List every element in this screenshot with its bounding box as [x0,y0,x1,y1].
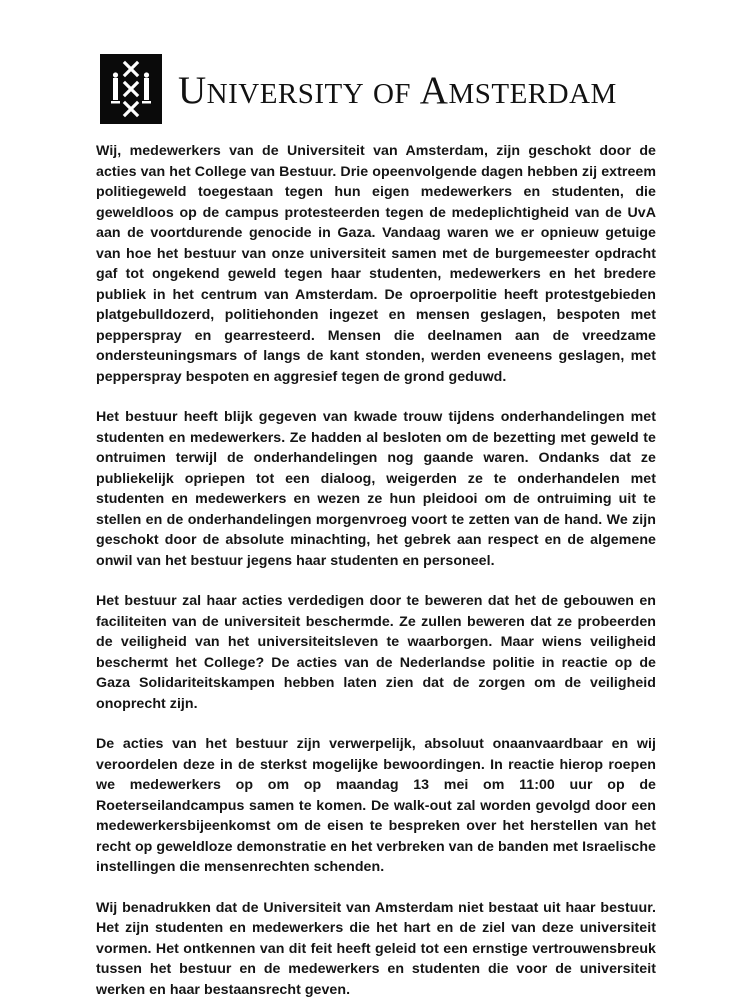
name-initial-a: A [420,69,449,112]
name-of: OF [373,78,411,110]
uva-logo-icon [100,54,162,124]
university-name [178,71,617,110]
letterhead [100,54,617,124]
paragraph-2: Het bestuur heeft blijk gegeven van kwade trouw tijdens onderhandelingen met studenten en medewerkers. Ze hadden al besloten om de bezetting met geweld te ontruimen terwijl de onderhandelingen nog gaande waren. Ondanks dat ze publiekelijk opriepen tot een dialoog, weigerden ze te onderhandelen met studenten en medewerkers en wezen ze hun pleidooi om de ontruiming uit te stellen en de onderhandelingen morgenvroeg voort te zetten van de hand. We zijn geschokt door de absolute minachting, het gebrek aan respect en de algemene onwil van het bestuur jegens haar studenten en personeel. [96,407,656,571]
letter-body [96,141,656,1000]
paragraph-5: Wij benadrukken dat de Universiteit van Amsterdam niet bestaat uit haar bestuur. Het zijn studenten en medewerkers die het hart en de ziel van deze universiteit vormen. Het ontkennen van dit feit heeft geleid tot een ernstige vertrouwensbreuk tussen het bestuur en de medewerkers en studenten die voor de universiteit werken en haar bestaansrecht geven. [96,898,656,1000]
name-niversity: NIVERSITY [207,78,365,110]
paragraph-1: Wij, medewerkers van de Universiteit van Amsterdam, zijn geschokt door de acties van het College van Bestuur. Drie opeenvolgende dagen hebben zij extreem politiegeweld toegestaan tegen hun eigen medewerkers en studenten, die geweldloos op de campus protesteerden tegen de medeplichtigheid van de UvA aan de voortdurende genocide in Gaza. Vandaag waren we er opnieuw getuige van hoe het bestuur van onze universiteit samen met de burgemeester opdracht gaf tot ongekend geweld tegen haar studenten, medewerkers en het bredere publiek in het centrum van Amsterdam. De oproerpolitie heeft protestgebieden platgebulldozerd, politiehonden ingezet en mensen geslagen, bespoten met pepperspray en gearresteerd. Mensen die deelnamen aan de vreedzame ondersteuningsmars of langs de kant stonden, werden eveneens geslagen, met pepperspray bespoten en aggresief tegen de grond geduwd. [96,141,656,387]
paragraph-3: Het bestuur zal haar acties verdedigen door te beweren dat het de gebouwen en faciliteiten van de universiteit beschermde. Ze zullen beweren dat ze probeerden de veiligheid van het universiteitsleven te waarborgen. Maar wiens veiligheid beschermt het College? De acties van de Nederlandse politie in reactie op de Gaza Solidariteitskampen hebben laten zien dat de zorgen om de veiligheid onoprecht zijn. [96,591,656,714]
paragraph-4: De acties van het bestuur zijn verwerpelijk, absoluut onaanvaardbaar en wij veroordelen deze in de sterkst mogelijke bewoordingen. In reactie hierop roepen we medewerkers op om op maandag 13 mei om 11:00 uur op de Roeterseilandcampus samen te komen. De walk-out zal worden gevolgd door een medewerkersbijeenkomst om de eisen te bespreken over het herstellen van het recht op geweldloze demonstratie en het verbreken van de banden met Israelische instellingen die mensenrechten schenden. [96,734,656,878]
name-msterdam: MSTERDAM [448,78,616,110]
name-initial-u: U [178,69,207,112]
